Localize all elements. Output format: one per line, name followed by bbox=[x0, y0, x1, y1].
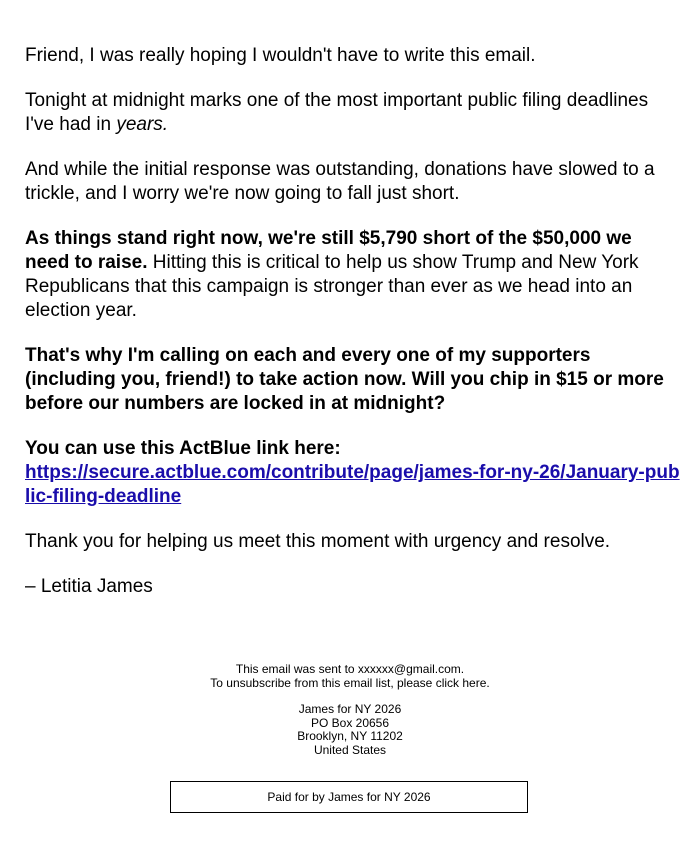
paid-for-text: Paid for by James for NY 2026 bbox=[267, 790, 431, 804]
po-box: PO Box 20656 bbox=[310, 715, 390, 730]
link-paragraph bbox=[25, 437, 680, 509]
link-intro: You can use this ActBlue link here: bbox=[25, 438, 341, 459]
org-name: James for NY 2026 bbox=[298, 702, 402, 716]
shortfall-paragraph bbox=[25, 227, 680, 323]
shortfall-text: Hitting this is critical to help us show Trump and New York Republicans that this campaign is stronger than ever as we head into an election year. bbox=[25, 252, 639, 321]
shortfall-bold-text: As things stand right now, we're still $5,790 short of the $50,000 we need to raise. bbox=[25, 228, 632, 273]
email-footer bbox=[0, 663, 700, 757]
country: United States bbox=[313, 742, 387, 757]
email-body bbox=[25, 44, 680, 620]
city-line: Brooklyn, NY 11202 bbox=[297, 729, 403, 743]
deadline-text: Tonight at midnight marks one of the most important public filing deadlines I've had in bbox=[25, 90, 649, 135]
greeting-paragraph: Friend, I was really hoping I wouldn't have to write this email. bbox=[25, 45, 536, 66]
deadline-emphasis: years. bbox=[116, 114, 169, 135]
actblue-donate-link[interactable]: https://secure.actblue.com/contribute/page/james-for-ny-26/January-public-filing-deadline bbox=[25, 462, 680, 507]
donations-paragraph: And while the initial response was outstanding, donations have slowed to a trickle, and I worry we're now going to fall just short. bbox=[25, 159, 655, 204]
thanks-paragraph: Thank you for helping us meet this moment with urgency and resolve. bbox=[25, 531, 611, 552]
mailing-address bbox=[0, 703, 700, 757]
sent-to-notice: This email was sent to xxxxxx@gmail.com. bbox=[235, 662, 465, 676]
call-to-action-paragraph: That's why I'm calling on each and every one of my supporters (including you, friend!) to take action now. Will you chip in $15 or more before our numbers are locked in at midnight? bbox=[25, 345, 664, 414]
unsubscribe-link[interactable]: To unsubscribe from this email list, please click here. bbox=[210, 675, 490, 690]
paid-for-disclaimer bbox=[170, 781, 528, 813]
deadline-paragraph bbox=[25, 89, 680, 137]
signature: – Letitia James bbox=[25, 576, 153, 597]
